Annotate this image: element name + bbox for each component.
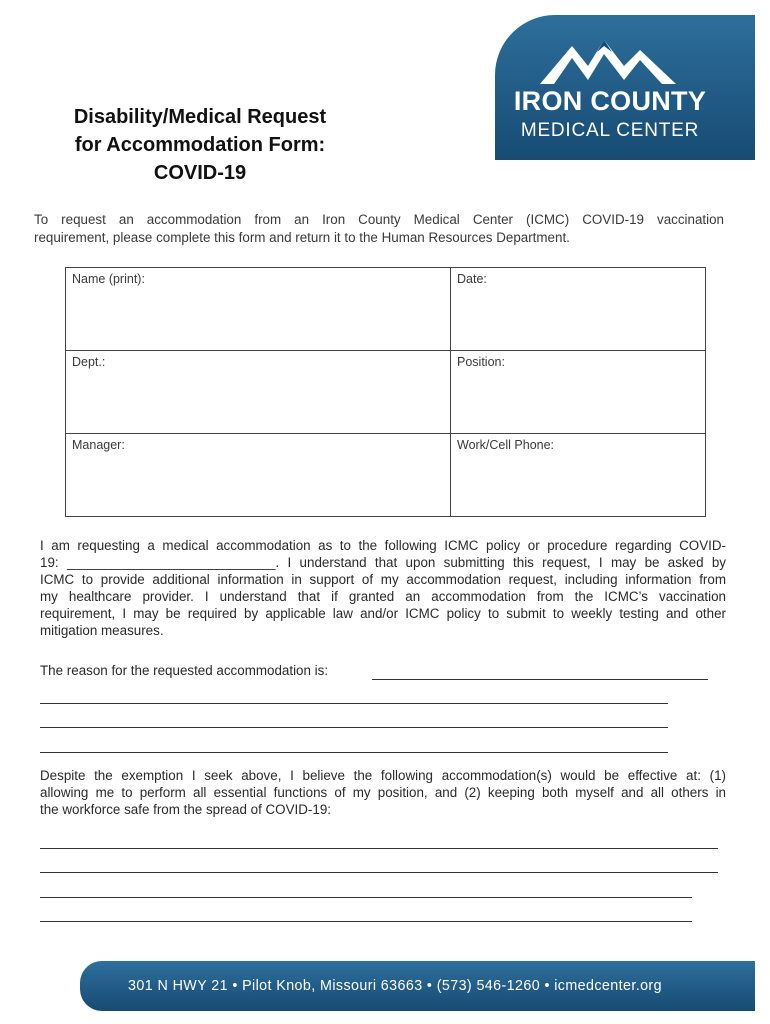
manager-label: Manager: [72, 438, 125, 452]
date-label: Date: [457, 272, 487, 286]
mountain-peaks-icon [540, 24, 680, 86]
phone-label: Work/Cell Phone: [457, 438, 555, 452]
intro-line: requirement, please complete this form and return it to the Human Resources Department. [34, 230, 570, 245]
position-field[interactable] [451, 351, 706, 434]
logo-title: IRON COUNTY [513, 86, 707, 116]
dept-label: Dept.: [72, 355, 106, 369]
intro-text [34, 211, 724, 247]
footer-contact: 301 N HWY 21 • Pilot Knob, Missouri 63663 • (573) 546-1260 • icmedcenter.org [128, 978, 662, 994]
paragraph-line: I am requesting a medical accommodation as to the following ICMC policy or procedure regarding COVID- [40, 538, 726, 553]
paragraph-line: requirement, I may be required by applicable law and/or ICMC policy to submit to weekly testing and other [40, 606, 726, 621]
employee-info-table [65, 267, 706, 517]
reason-answer-line[interactable] [40, 727, 668, 728]
intro-line: To request an accommodation from an Iron County Medical Center (ICMC) COVID-19 vaccination [34, 212, 724, 227]
paragraph-line: allowing me to perform all essential functions of my position, and (2) keeping both myself and all others in [40, 785, 726, 800]
reason-answer-line[interactable] [40, 752, 668, 753]
name-field[interactable] [66, 268, 451, 351]
reason-answer-line[interactable] [372, 679, 708, 680]
name-label: Name (print): [72, 272, 145, 286]
accommodation-answer-line[interactable] [40, 872, 718, 873]
phone-field[interactable] [451, 434, 706, 517]
accommodation-answer-line[interactable] [40, 848, 718, 849]
date-field[interactable] [451, 268, 706, 351]
paragraph-line: Despite the exemption I seek above, I believe the following accommodation(s) would be effective at: (1) [40, 768, 726, 783]
position-label: Position: [457, 355, 505, 369]
paragraph-line: my healthcare provider. I understand that if granted an accommodation from the ICMC’s vaccination [40, 589, 726, 604]
page-title [40, 103, 360, 187]
title-line: COVID-19 [153, 162, 247, 184]
accommodation-answer-line[interactable] [40, 921, 692, 922]
title-line: for Accommodation Form: [74, 134, 326, 156]
reason-answer-line[interactable] [40, 703, 668, 704]
reason-label: The reason for the requested accommodation is: [40, 663, 329, 678]
request-paragraph [40, 537, 726, 639]
paragraph-line: the workforce safe from the spread of COVID-19: [40, 802, 331, 817]
dept-field[interactable] [66, 351, 451, 434]
manager-field[interactable] [66, 434, 451, 517]
exemption-paragraph [40, 767, 726, 818]
paragraph-line: ICMC to provide additional information in support of my accommodation request, including information from [40, 572, 726, 587]
paragraph-line: 19: ____________________________. I understand that upon submitting this request, I may be asked by [40, 555, 726, 570]
paragraph-line: mitigation measures. [40, 623, 164, 638]
title-line: Disability/Medical Request [73, 106, 327, 128]
logo-subtitle: MEDICAL CENTER [520, 120, 700, 141]
accommodation-answer-line[interactable] [40, 897, 692, 898]
